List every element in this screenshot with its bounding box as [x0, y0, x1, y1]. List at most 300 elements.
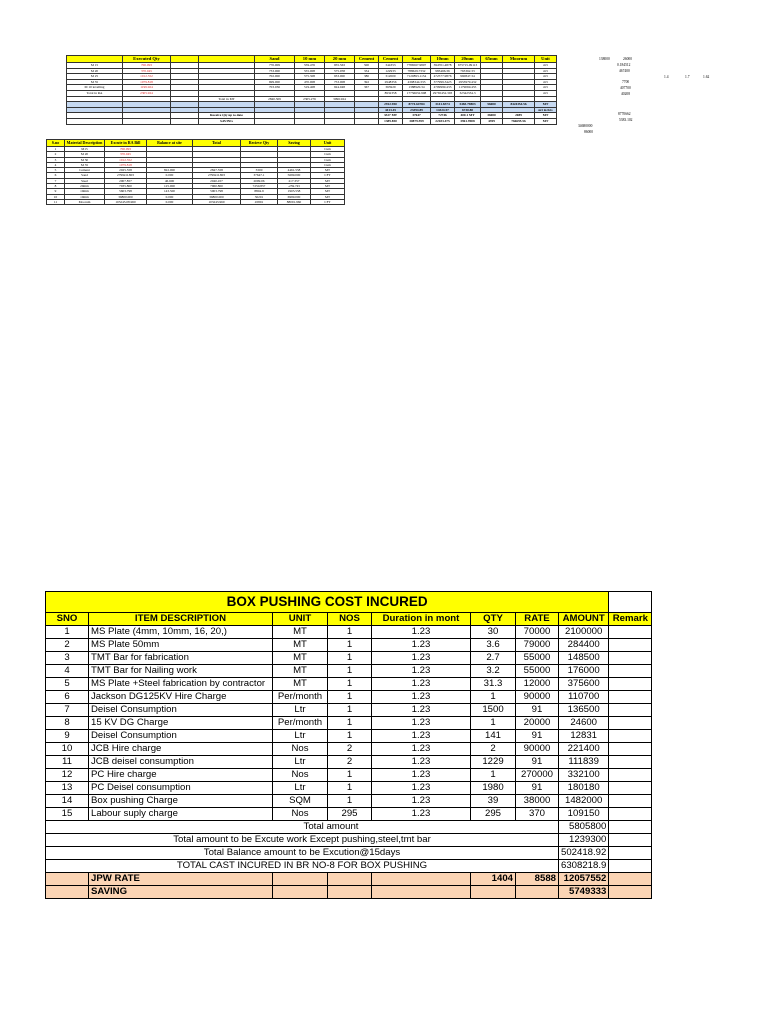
tiny-cell: 924.048: [325, 85, 355, 91]
tiny-summary-cell: 3141.8374: [431, 102, 455, 108]
tiny-cell: 4398344.333: [403, 79, 431, 85]
mat-cell: 4461.558: [278, 168, 311, 173]
tiny-summary-cell: 3327 MT: [379, 113, 403, 119]
sno-cell: 8: [46, 717, 89, 730]
tiny-header-cell: Cement: [379, 56, 403, 63]
mat-cell: 10: [47, 194, 65, 199]
tiny-cell: 367: [355, 85, 379, 91]
concrete-quantity-sheet: [66, 55, 557, 125]
nos-cell: 1: [328, 626, 372, 639]
side-note: 1.7: [685, 75, 690, 79]
rate-cell: 91: [516, 730, 559, 743]
sno-cell: 6: [46, 691, 89, 704]
tiny-summary-cell: 4399: [481, 118, 503, 124]
jpw-qty: 1404: [471, 873, 516, 886]
mat-cell: 11: [47, 199, 65, 204]
remark-cell: [609, 704, 652, 717]
side-note: 5383.102: [619, 118, 633, 122]
tiny-cell: 470.008: [295, 79, 325, 85]
tiny-cell: 380: [355, 74, 379, 80]
tiny-cell: 1012.352: [123, 74, 171, 80]
nos-cell: 2: [328, 756, 372, 769]
tiny-header-cell: [67, 56, 123, 63]
tiny-summary-cell: MT: [535, 113, 557, 119]
saving-amount: 5749333: [559, 886, 609, 899]
mat-cell: M15: [65, 147, 105, 152]
rate-cell: 90000: [516, 743, 559, 756]
tiny-cell: 575.058: [325, 68, 355, 74]
sno-cell: 11: [46, 756, 89, 769]
tiny-cell: 702.000: [255, 74, 295, 80]
mat-cell: 1012.352: [105, 157, 147, 162]
tiny-summary-cell: 400.1 MT: [455, 113, 481, 119]
duration-cell: 1.23: [372, 704, 471, 717]
nos-cell: 1: [328, 782, 372, 795]
cost-row: [46, 691, 652, 704]
tiny-summary-cell: 56000: [481, 102, 503, 108]
mat-cell: Sand: [65, 173, 105, 178]
qty-cell: 1500: [471, 704, 516, 717]
qty-cell: 2: [471, 743, 516, 756]
tiny-summary-cell: 72746: [431, 113, 455, 119]
rate-header: RATE: [516, 613, 559, 626]
tiny-cell: 753.008: [325, 79, 355, 85]
mat-cell: 10mm: [65, 194, 105, 199]
qty-cell: 295: [471, 808, 516, 821]
tiny-header-cell: Executed Qty: [123, 56, 171, 63]
tiny-cell: m3: [535, 68, 557, 74]
tiny-cell: Total in RA: [67, 90, 123, 96]
duration-cell: 1.23: [372, 808, 471, 821]
tiny-cell: 555.008: [295, 68, 325, 74]
tiny-cell: 7120893.1134: [403, 74, 431, 80]
qty-cell: 1: [471, 769, 516, 782]
mat-cell: 7935.800: [105, 184, 147, 189]
mat-cell: 45891: [241, 199, 278, 204]
mat-cell: 36800.000: [105, 194, 147, 199]
tiny-cell: 983466.36: [431, 68, 455, 74]
rate-cell: 370: [516, 808, 559, 821]
amount-cell: 24600: [559, 717, 609, 730]
mat-cell: 0.000: [147, 173, 193, 178]
mat-cell: 36800.000: [193, 194, 241, 199]
tiny-cell: M 10 levelling: [67, 85, 123, 91]
item-description-cell: 15 KV DG Charge: [89, 717, 273, 730]
qty-cell: 141: [471, 730, 516, 743]
tiny-cell: 763362.33: [455, 68, 481, 74]
tiny-header-cell: 20 mm: [325, 56, 355, 63]
duration-cell: 1.23: [372, 743, 471, 756]
amount-cell: 180180: [559, 782, 609, 795]
qty-header: QTY: [471, 613, 516, 626]
duration-cell: 1.23: [372, 795, 471, 808]
unit-cell: MT: [273, 678, 328, 691]
tiny-cell: 8932358: [379, 90, 403, 96]
mat-cell: 1903.558: [278, 189, 311, 194]
total-cast-label: TOTAL CAST INCURED IN BR NO-8 FOR BOX PUSHING: [46, 860, 559, 873]
excute-work-row: [46, 834, 652, 847]
mat-cell: CFT: [311, 173, 345, 178]
tiny-header-row: [67, 56, 557, 63]
cost-row: [46, 626, 652, 639]
mat-cell: 5603.798: [105, 189, 147, 194]
duration-cell: 1.23: [372, 652, 471, 665]
tiny-cell: 699.000: [255, 79, 295, 85]
tiny-cell: 500: [355, 63, 379, 69]
jpw-rate-row: [46, 873, 652, 886]
tiny-header-cell: Cement: [355, 56, 379, 63]
amount-cell: 375600: [559, 678, 609, 691]
tiny-cell: 703.036: [255, 85, 295, 91]
tiny-cell: 7786567.9807: [403, 63, 431, 69]
tiny-summary-cell: 3961.9908: [455, 118, 481, 124]
tiny-cell: 733.000: [255, 68, 295, 74]
tiny-header-cell: 10mm: [431, 56, 455, 63]
mat-cell: 822.000: [147, 168, 193, 173]
tiny-summary-cell: 6730.88: [455, 107, 481, 113]
amount-cell: 2100000: [559, 626, 609, 639]
tiny-cell: m3: [535, 63, 557, 69]
mat-cell: 1079.818: [105, 162, 147, 167]
tiny-cell: 17756632.908: [403, 90, 431, 96]
unit-cell: Nos: [273, 743, 328, 756]
tiny-summary-cell: 5483.79803: [455, 102, 481, 108]
side-note: 86000: [584, 130, 593, 134]
unit-cell: SQM: [273, 795, 328, 808]
excute-work-value: 1239300: [559, 834, 609, 847]
mat-cell: 7960.800: [193, 184, 241, 189]
mat-cell: -259.745: [278, 184, 311, 189]
sno-cell: 9: [46, 730, 89, 743]
side-note: 407700: [620, 86, 631, 90]
tiny-summary-cell: 22183.475: [431, 118, 455, 124]
item-description-cell: JCB deisel consumption: [89, 756, 273, 769]
jpw-rate: 8588: [516, 873, 559, 886]
mat-cell: 9: [47, 189, 65, 194]
mat-cell: 5903.798: [193, 189, 241, 194]
item-description-cell: TMT Bar for Nailing work: [89, 665, 273, 678]
rate-cell: 79000: [516, 639, 559, 652]
mat-cell: 2025.558: [105, 168, 147, 173]
tiny-cell: 472577.9876: [431, 74, 455, 80]
mat-cell: 37647.1: [241, 173, 278, 178]
side-note: 7700: [622, 80, 630, 84]
nos-cell: 1: [328, 678, 372, 691]
remark-cell: [609, 769, 652, 782]
mat-cell: MT: [311, 168, 345, 173]
item-description-cell: Box pushing Charge: [89, 795, 273, 808]
tiny-header-cell: [171, 56, 199, 63]
qty-cell: 3.6: [471, 639, 516, 652]
rate-cell: 55000: [516, 652, 559, 665]
mat-cell: 6: [47, 173, 65, 178]
tiny-summary-cell: [325, 118, 355, 124]
tiny-summary-cell: 4413.45: [379, 107, 403, 113]
duration-cell: 1.23: [372, 678, 471, 691]
qty-cell: 1: [471, 717, 516, 730]
sno-cell: 13: [46, 782, 89, 795]
tiny-cell: 363929: [379, 85, 403, 91]
amount-cell: 111839: [559, 756, 609, 769]
side-note: 34680000: [578, 124, 593, 128]
sno-cell: 15: [46, 808, 89, 821]
mat-cell: Moorum: [65, 199, 105, 204]
tiny-cell: 2953979.432: [455, 79, 481, 85]
tiny-summary-cell: Receive Qty up to date: [199, 113, 255, 119]
mat-header-cell: Balance at site: [147, 140, 193, 147]
nos-cell: 1: [328, 795, 372, 808]
amount-cell: 332100: [559, 769, 609, 782]
qty-cell: 1980: [471, 782, 516, 795]
mat-cell: 3: [47, 157, 65, 162]
mat-cell: 103243.08.960: [105, 199, 147, 204]
tiny-cell: 312000: [379, 74, 403, 80]
remark-cell: [609, 691, 652, 704]
tiny-cell: 4709999.433: [431, 85, 455, 91]
tiny-summary-cell: 36000: [481, 113, 503, 119]
unit-cell: MT: [273, 652, 328, 665]
tiny-header-cell: [199, 56, 255, 63]
tiny-cell: M 20: [67, 68, 123, 74]
tiny-cell: 559.476: [295, 63, 325, 69]
mat-cell: 7: [47, 178, 65, 183]
tiny-summary-cell: 2305.276: [295, 96, 325, 102]
nos-cell: 1: [328, 652, 372, 665]
nos-cell: 2: [328, 743, 372, 756]
remark-cell: [609, 756, 652, 769]
nos-cell: 1: [328, 665, 372, 678]
rate-cell: 55000: [516, 665, 559, 678]
tiny-cell: 344353: [379, 63, 403, 69]
balance-amount-row: [46, 847, 652, 860]
mat-cell: 0.000: [147, 199, 193, 204]
remark-cell: [609, 808, 652, 821]
tiny-summary-cell: 2089: [503, 113, 535, 119]
mat-cell: 20mm: [65, 184, 105, 189]
tiny-cell: 392: [355, 79, 379, 85]
qty-cell: 2.7: [471, 652, 516, 665]
mat-cell: 2040.457: [193, 178, 241, 183]
mat-cell: 5: [47, 168, 65, 173]
side-note: 0.184512: [617, 63, 631, 67]
mat-cell: MT: [311, 189, 345, 194]
nos-header: NOS: [328, 613, 372, 626]
sno-header: SNO: [46, 613, 89, 626]
mat-cell: M 30: [65, 157, 105, 162]
tiny-cell: 770.009: [255, 63, 295, 69]
qty-cell: 3.2: [471, 665, 516, 678]
item-description-cell: MS Plate +Steel fabrication by contractor: [89, 678, 273, 691]
total-cast-value: 6308218.9: [559, 860, 609, 873]
mat-cell: 27992.6.803: [193, 173, 241, 178]
side-note: 1.4: [664, 75, 669, 79]
cost-row: [46, 730, 652, 743]
tiny-cell: 122933: [379, 68, 403, 74]
tiny-cell: 955.563: [325, 63, 355, 69]
cost-row: [46, 652, 652, 665]
amount-cell: 136500: [559, 704, 609, 717]
qty-cell: 39: [471, 795, 516, 808]
tiny-summary-cell: 30879.599: [403, 118, 431, 124]
tiny-header-cell: 65mm: [481, 56, 503, 63]
mat-cell: 6999.000: [278, 194, 311, 199]
unit-cell: Ltr: [273, 782, 328, 795]
mat-cell: 3300: [241, 168, 278, 173]
unit-cell: MT: [273, 626, 328, 639]
mat-cell: Cum: [311, 157, 345, 162]
item-description-cell: Deisel Consumption: [89, 704, 273, 717]
amount-cell: 109150: [559, 808, 609, 821]
jpw-rate-label: JPW RATE: [89, 873, 273, 886]
tiny-cell: 1079.818: [123, 79, 171, 85]
tiny-header-cell: Moorum: [503, 56, 535, 63]
tiny-summary-cell: [67, 118, 123, 124]
qty-cell: 31.3: [471, 678, 516, 691]
qty-cell: 1: [471, 691, 516, 704]
nos-cell: 1: [328, 691, 372, 704]
tiny-summary-cell: MT: [535, 102, 557, 108]
unit-cell: Nos: [273, 769, 328, 782]
cost-row: [46, 743, 652, 756]
tiny-summary-cell: [295, 118, 325, 124]
sno-cell: 7: [46, 704, 89, 717]
total-amount-value: 5805800: [559, 821, 609, 834]
mat-cell: 46.600: [147, 178, 193, 183]
tiny-cell: 377999.3423: [431, 79, 455, 85]
tiny-cell: 1179069.455: [455, 85, 481, 91]
tiny-summary-cell: 23394.89: [403, 107, 431, 113]
total-cast-row: [46, 860, 652, 873]
tiny-cell: m3: [535, 74, 557, 80]
mat-cell: 0.000: [147, 194, 193, 199]
mat-cell: MT: [311, 194, 345, 199]
sno-cell: 12: [46, 769, 89, 782]
nos-cell: 1: [328, 704, 372, 717]
tiny-cell: 2948356: [379, 79, 403, 85]
cost-row: [46, 717, 652, 730]
item-description-cell: TMT Bar for fabrication: [89, 652, 273, 665]
rate-cell: 38000: [516, 795, 559, 808]
remark-cell: [609, 652, 652, 665]
mat-header-cell: S.no: [47, 140, 65, 147]
duration-cell: 1.23: [372, 730, 471, 743]
remark-cell: [609, 626, 652, 639]
tiny-header-cell: 20mm: [455, 56, 481, 63]
cost-row: [46, 795, 652, 808]
nos-cell: 1: [328, 769, 372, 782]
mat-header-cell: Saving: [278, 140, 311, 147]
mat-cell: 217.357: [278, 178, 311, 183]
item-description-cell: Deisel Consumption: [89, 730, 273, 743]
nos-cell: 1: [328, 730, 372, 743]
cost-row: [46, 678, 652, 691]
tiny-cell: 394701.4878: [431, 63, 455, 69]
rate-cell: 90000: [516, 691, 559, 704]
amount-cell: 148500: [559, 652, 609, 665]
sno-cell: 14: [46, 795, 89, 808]
mat-cell: MT: [311, 178, 345, 183]
mat-cell: 7250.857: [241, 184, 278, 189]
tiny-summary-row: [67, 118, 557, 124]
item-description-cell: MS Plate 50mm: [89, 639, 273, 652]
tiny-summary-cell: 1389.850: [379, 118, 403, 124]
tiny-cell: 575.308: [295, 74, 325, 80]
tiny-cell: 788629.7332: [403, 68, 431, 74]
mat-cell: MT: [311, 184, 345, 189]
tiny-header-cell: 10 mm: [295, 56, 325, 63]
box-pushing-cost-table: [45, 591, 652, 899]
mat-cell: 4: [47, 162, 65, 167]
duration-cell: 1.23: [372, 782, 471, 795]
tiny-cell: 370.045: [123, 68, 171, 74]
tiny-summary-cell: 2840.309: [255, 96, 295, 102]
rate-cell: 91: [516, 756, 559, 769]
tiny-cell: m3: [535, 79, 557, 85]
mat-cell: 8: [47, 184, 65, 189]
tiny-header-cell: Sand: [255, 56, 295, 63]
mat-header-cell: Total: [193, 140, 241, 147]
tiny-summary-cell: Total in MT: [199, 96, 255, 102]
tiny-summary-cell: 8424354.56: [503, 102, 535, 108]
tiny-cell: m3: [535, 85, 557, 91]
tiny-cell: 32342334.3: [455, 90, 481, 96]
rate-cell: 12000: [516, 678, 559, 691]
remark-cell: [609, 795, 652, 808]
mat-cell: 125.000: [147, 184, 193, 189]
cost-row: [46, 704, 652, 717]
tiny-header-cell: Sand: [403, 56, 431, 63]
unit-cell: Ltr: [273, 730, 328, 743]
mat-cell: 5699.000: [278, 173, 311, 178]
duration-cell: 1.23: [372, 756, 471, 769]
remark-cell: [609, 665, 652, 678]
remark-cell: [609, 678, 652, 691]
side-note: 1.62: [703, 75, 710, 79]
sno-cell: 2: [46, 639, 89, 652]
mat-cell: Steel: [65, 178, 105, 183]
remark-cell: [609, 717, 652, 730]
mat-cell: CFT: [311, 199, 345, 204]
item-description-cell: Labour suply charge: [89, 808, 273, 821]
mat-cell: 88091.960: [278, 199, 311, 204]
mat-cell: Cum: [311, 152, 345, 157]
cost-row: [46, 782, 652, 795]
sno-cell: 1: [46, 626, 89, 639]
duration-header: Duration in mont: [372, 613, 471, 626]
mat-cell: M 20: [65, 152, 105, 157]
tiny-cell: 1388920.34: [403, 85, 431, 91]
mat-cell: 10mm: [65, 189, 105, 194]
mat-header-cell: Material Description: [65, 140, 105, 147]
mat-cell: 2099.06: [241, 178, 278, 183]
sno-cell: 4: [46, 665, 89, 678]
amount-cell: 1482000: [559, 795, 609, 808]
mat-cell: 2847.558: [193, 168, 241, 173]
sno-cell: 10: [46, 743, 89, 756]
tiny-cell: 700.093: [123, 63, 171, 69]
unit-header: UNIT: [273, 613, 328, 626]
rate-cell: 20000: [516, 717, 559, 730]
saving-row: [46, 886, 652, 899]
jpw-amount: 12057552: [559, 873, 609, 886]
remark-cell: [609, 743, 652, 756]
rate-cell: 91: [516, 704, 559, 717]
unit-cell: Per/month: [273, 717, 328, 730]
mat-header-cell: Unit: [311, 140, 345, 147]
side-note: 8770662: [618, 112, 631, 116]
tiny-cell: M 35: [67, 79, 123, 85]
mat-cell: 143.500: [147, 189, 193, 194]
